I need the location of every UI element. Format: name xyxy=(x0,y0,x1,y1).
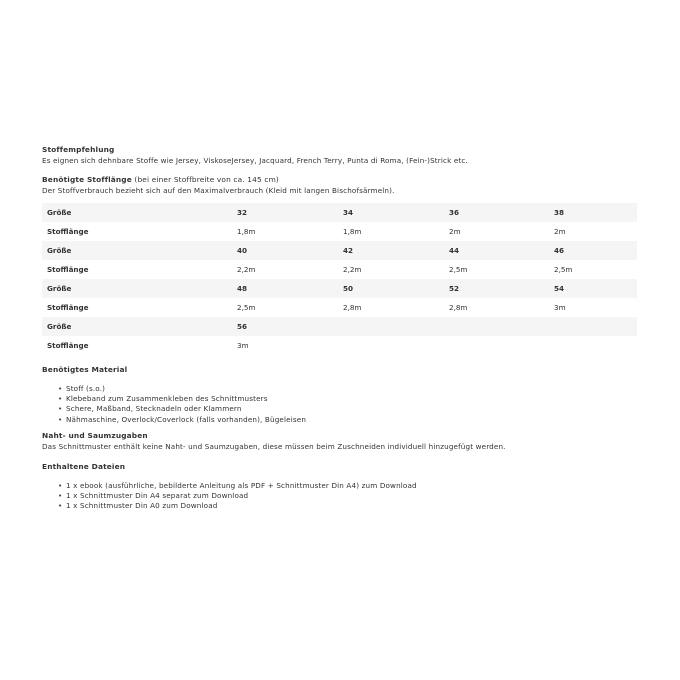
row-label: Stofflänge xyxy=(42,336,232,355)
table-cell: 46 xyxy=(549,241,637,260)
table-row xyxy=(42,336,637,355)
table-cell: 38 xyxy=(549,203,637,222)
table-cell: 3m xyxy=(232,336,338,355)
list-item: • 1 x Schnittmuster Din A0 zum Download xyxy=(61,501,638,511)
table-row xyxy=(42,222,637,241)
row-label: Stofflänge xyxy=(42,260,232,279)
fabric-length-note: Der Stoffverbrauch bezieht sich auf den Maximalverbrauch (Kleid mit langen Bischofsärmeln). xyxy=(42,185,395,195)
material-list xyxy=(42,384,638,425)
list-item: • 1 x ebook (ausführliche, bebilderte Anleitung als PDF + Schnittmuster Din A4) zum Download xyxy=(61,481,638,491)
material-heading: Benötigtes Material xyxy=(42,365,128,375)
table-row xyxy=(42,260,637,279)
table-row xyxy=(42,298,637,317)
row-label: Größe xyxy=(42,241,232,260)
seam-allowance-text: Das Schnittmuster enthält keine Naht- und Saumzugaben, diese müssen beim Zuschneiden individuell hinzugefügt werden. xyxy=(42,441,506,451)
table-cell: 42 xyxy=(338,241,444,260)
table-cell xyxy=(338,317,444,336)
table-row xyxy=(42,241,637,260)
table-cell: 32 xyxy=(232,203,338,222)
table-row xyxy=(42,317,637,336)
row-label: Stofflänge xyxy=(42,298,232,317)
included-files-section xyxy=(42,462,638,511)
table-row xyxy=(42,203,637,222)
size-table xyxy=(42,203,637,355)
table-cell: 34 xyxy=(338,203,444,222)
list-item: • Schere, Maßband, Stecknadeln oder Klammern xyxy=(61,404,638,414)
included-files-list xyxy=(42,481,638,512)
seam-allowance-heading: Naht- und Saumzugaben xyxy=(42,430,148,440)
table-cell: 50 xyxy=(338,279,444,298)
product-description xyxy=(42,145,638,511)
table-cell xyxy=(338,336,444,355)
fabric-length-heading xyxy=(42,175,638,186)
row-label: Größe xyxy=(42,317,232,336)
table-cell: 2,8m xyxy=(444,298,549,317)
row-label: Größe xyxy=(42,279,232,298)
table-cell: 56 xyxy=(232,317,338,336)
table-cell: 2,8m xyxy=(338,298,444,317)
table-cell: 44 xyxy=(444,241,549,260)
fabric-length-section xyxy=(42,175,638,196)
table-cell xyxy=(549,317,637,336)
table-row xyxy=(42,279,637,298)
fabric-recommendation-text: Es eignen sich dehnbare Stoffe wie Jersey, ViskoseJersey, Jacquard, French Terry, Punta di Roma, (Fein-)Strick etc. xyxy=(42,155,468,165)
list-item: • Stoff (s.o.) xyxy=(61,384,638,394)
table-cell: 3m xyxy=(549,298,637,317)
fabric-recommendation-section xyxy=(42,145,638,166)
table-cell: 2,5m xyxy=(444,260,549,279)
row-label: Stofflänge xyxy=(42,222,232,241)
row-label: Größe xyxy=(42,203,232,222)
table-cell: 2,2m xyxy=(338,260,444,279)
table-cell: 2m xyxy=(444,222,549,241)
table-cell: 48 xyxy=(232,279,338,298)
table-cell: 36 xyxy=(444,203,549,222)
list-item: • Klebeband zum Zusammenkleben des Schnittmusters xyxy=(61,394,638,404)
seam-allowance-section xyxy=(42,431,638,452)
list-item: • Nähmaschine, Overlock/Coverlock (falls vorhanden), Bügeleisen xyxy=(61,415,638,425)
table-cell xyxy=(444,317,549,336)
included-files-heading: Enthaltene Dateien xyxy=(42,462,126,472)
fabric-recommendation-heading: Stoffempfehlung xyxy=(42,145,115,154)
table-cell: 52 xyxy=(444,279,549,298)
table-cell: 2,5m xyxy=(549,260,637,279)
table-cell: 2,2m xyxy=(232,260,338,279)
table-cell: 2,5m xyxy=(232,298,338,317)
table-cell: 1,8m xyxy=(338,222,444,241)
fabric-length-heading-suffix: (bei einer Stoffbreite von ca. 145 cm) xyxy=(131,175,279,185)
table-cell: 40 xyxy=(232,241,338,260)
table-cell xyxy=(549,336,637,355)
fabric-length-heading-title: Benötigte Stofflänge xyxy=(42,175,132,185)
table-cell: 1,8m xyxy=(232,222,338,241)
material-section xyxy=(42,365,638,425)
table-cell: 54 xyxy=(549,279,637,298)
table-cell xyxy=(444,336,549,355)
list-item: • 1 x Schnittmuster Din A4 separat zum Download xyxy=(61,491,638,501)
table-cell: 2m xyxy=(549,222,637,241)
